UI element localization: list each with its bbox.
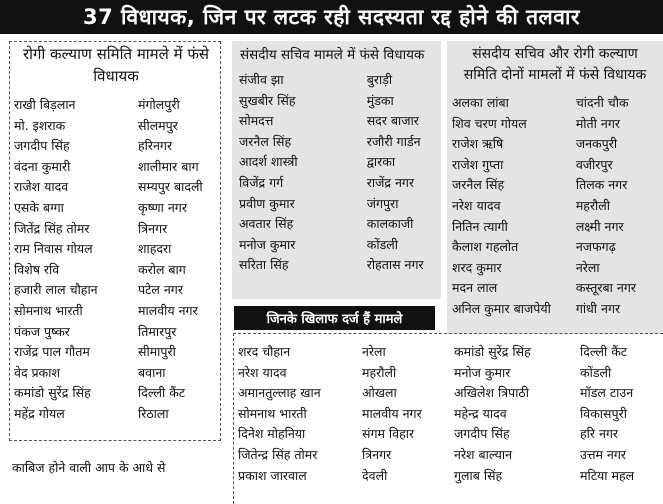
mla-name: सुखबीर सिंह <box>239 92 296 108</box>
constituency-name: सदर बाजार <box>366 113 419 129</box>
list-row <box>14 322 220 343</box>
constituency-name: बवाना <box>138 364 166 380</box>
mla-name: सरिता सिंह <box>239 257 289 273</box>
list-row <box>14 136 220 157</box>
list-row <box>239 70 441 91</box>
mla-name: राखी बिड़लान <box>14 97 76 112</box>
headline: 37 विधायक, जिन पर लटक रही सदस्यता रद्द होने की तलवार <box>0 0 663 34</box>
mla-name: नितिन त्यागी <box>452 218 508 234</box>
mla-name: मो. इशराक <box>14 117 66 133</box>
constituency-name: त्रिनगर <box>362 446 392 462</box>
mla-name: जितेन्द्र सिंह तोमर <box>238 446 318 462</box>
list-row <box>14 280 220 301</box>
list-row <box>14 198 220 219</box>
mla-name: वेद प्रकाश <box>14 364 61 380</box>
list-row <box>452 175 663 196</box>
mla-name: अवतार सिंह <box>239 216 294 232</box>
mla-name: मनोज कुमार <box>239 236 296 252</box>
constituency-name: उत्तम नगर <box>580 446 627 462</box>
list-row <box>452 114 663 135</box>
constituency-name: मोती नगर <box>575 115 620 131</box>
constituency-name: हरिनगर <box>138 138 173 154</box>
constituency-name: कृष्णा नगर <box>138 199 187 215</box>
rogi-kalyan-box <box>9 41 221 441</box>
list-row <box>452 278 663 299</box>
sansadiya-sachiv-heading: संसदीय सचिव मामले में फंसे विधायक <box>240 47 425 63</box>
constituency-name: मालवीय नगर <box>362 405 422 421</box>
mla-name: वंदना कुमारी <box>14 158 71 174</box>
mla-name: प्रवीण कुमार <box>239 195 295 211</box>
list-row <box>239 111 441 132</box>
mla-name: नरेश यादव <box>452 197 501 213</box>
constituency-name: बुराड़ी <box>366 72 393 87</box>
mla-name: प्रकाश जारवाल <box>238 467 307 483</box>
list-row <box>452 299 663 320</box>
mla-name: जरनैल सिंह <box>452 177 505 193</box>
rogi-kalyan-heading-line2: विधायक <box>93 67 139 85</box>
constituency-name: सीलमपुर <box>138 117 178 133</box>
constituency-name: जनकपुरी <box>575 136 618 152</box>
constituency-name: नरेला <box>362 344 386 359</box>
constituency-name: महरौली <box>575 197 611 213</box>
mla-name: विजेंद्र गर्ग <box>239 174 284 190</box>
list-row <box>238 466 663 487</box>
bottom-note: काबिज होने वाली आप के आधे से <box>12 460 166 475</box>
mla-name: सोमनाथ भारती <box>238 405 307 421</box>
mla-name: नरेश यादव <box>238 364 287 380</box>
mla-name: शरद चौहान <box>238 344 291 359</box>
mla-name: कमांडो सुरेंद्र सिंह <box>454 344 531 359</box>
constituency-name: मंगोलपुरी <box>138 97 180 112</box>
list-row <box>14 260 220 281</box>
list-row <box>452 134 663 155</box>
list-row <box>14 116 220 137</box>
constituency-name: संगम विहार <box>362 426 415 442</box>
list-row <box>14 363 220 384</box>
mla-name: अलका लांबा <box>452 95 509 110</box>
list-row <box>452 93 663 114</box>
mla-name: शरद कुमार <box>452 259 502 275</box>
cases-box <box>233 333 663 504</box>
mla-name: जितेंद्र सिंह तोमर <box>14 220 90 236</box>
mla-name: राजेंद्र पाल गौतम <box>14 344 90 360</box>
cases-heading: जिनके खिलाफ दर्ज हैं मामले <box>234 306 435 330</box>
mla-name: विशेष रवि <box>14 261 60 277</box>
constituency-name: ओखला <box>362 385 397 401</box>
constituency-name: सम्यपुर बादली <box>138 179 203 195</box>
constituency-name: करोल बाग <box>138 261 186 277</box>
constituency-name: दिल्ली कैंट <box>580 344 628 359</box>
list-row <box>14 95 220 116</box>
mla-name: कमांडो सुरेंद्र सिंह <box>14 385 91 401</box>
mla-name: मनोज कुमार <box>454 364 511 380</box>
mla-name: हजारी लाल चौहान <box>14 282 98 298</box>
list-row <box>14 301 220 322</box>
constituency-name: हरि नगर <box>580 426 619 442</box>
constituency-name: गांधी नगर <box>575 300 621 316</box>
sansadiya-sachiv-box <box>232 41 441 299</box>
both-cases-heading-line1: संसदीय सचिव और रोगी कल्याण <box>472 46 638 62</box>
mla-name: संजीव झा <box>239 72 284 87</box>
rogi-kalyan-list <box>12 95 220 425</box>
mla-name: अमानतुल्लाह खान <box>238 385 321 401</box>
both-cases-heading <box>447 41 663 86</box>
list-row <box>14 219 220 240</box>
constituency-name: कोंडली <box>366 236 398 252</box>
mla-name: दिनेश मोहनिया <box>238 426 306 442</box>
list-row <box>14 383 220 404</box>
list-row <box>452 258 663 279</box>
constituency-name: चांदनी चौक <box>575 95 629 110</box>
mla-name: राम निवास गोयल <box>14 241 93 257</box>
mla-name: राजेश ऋषि <box>452 136 504 152</box>
constituency-name: कस्तूरबा नगर <box>575 280 636 296</box>
constituency-name: तिलक नगर <box>575 177 628 193</box>
list-row <box>238 445 663 466</box>
mla-name: सोमदत्त <box>239 113 274 129</box>
both-cases-heading-line2: समिति दोनों मामलों में फंसे विधायक <box>463 67 647 83</box>
mla-name: जगदीप सिंह <box>14 138 70 154</box>
list-row <box>452 155 663 176</box>
mla-name: महेन्द्र यादव <box>454 405 507 421</box>
sansadiya-sachiv-list <box>232 70 441 276</box>
constituency-name: नजफगढ़ <box>575 239 616 255</box>
list-row <box>452 237 663 258</box>
constituency-name: पटेल नगर <box>138 282 183 298</box>
mla-name: सोमनाथ भारती <box>14 302 83 318</box>
constituency-name: शालीमार बाग <box>138 158 199 174</box>
list-row <box>239 132 441 153</box>
list-row <box>239 214 441 235</box>
constituency-name: जंगपुरा <box>366 195 399 211</box>
both-cases-list <box>447 93 663 320</box>
mla-name: कैलाश गहलोत <box>452 239 519 255</box>
list-row <box>14 157 220 178</box>
mla-name: एसके बग्गा <box>14 199 64 215</box>
list-row <box>239 194 441 215</box>
constituency-name: मटिया महल <box>580 467 635 483</box>
constituency-name: कालकाजी <box>366 216 414 232</box>
mla-name: जरनैल सिंह <box>239 133 292 149</box>
list-row <box>238 363 663 384</box>
list-row <box>239 173 441 194</box>
mla-name: राजेश गुप्ता <box>452 156 504 172</box>
mla-name: महेंद्र गोयल <box>14 405 65 421</box>
list-row <box>14 177 220 198</box>
mla-name: शिव चरण गोयल <box>452 115 527 131</box>
list-row <box>238 342 663 363</box>
constituency-name: तिमारपुर <box>138 323 177 339</box>
constituency-name: विकासपुरी <box>580 405 627 421</box>
constituency-name: सीमापुरी <box>138 344 176 360</box>
constituency-name: दिल्ली कैंट <box>138 385 186 401</box>
constituency-name: रोहतास नगर <box>366 257 424 273</box>
constituency-name: देवली <box>362 467 388 483</box>
mla-name: नरेश बाल्यान <box>454 446 513 462</box>
constituency-name: नरेला <box>575 259 600 275</box>
mla-name: आदर्श शास्त्री <box>239 154 298 170</box>
list-row <box>239 255 441 276</box>
constituency-name: मुंडका <box>366 92 394 108</box>
constituency-name: मॉडल टाउन <box>580 385 634 401</box>
constituency-name: द्वारका <box>366 154 396 170</box>
constituency-name: महरौली <box>362 364 397 380</box>
rogi-kalyan-heading <box>12 43 220 87</box>
list-row <box>14 239 220 260</box>
list-row <box>238 404 663 425</box>
constituency-name: लक्ष्मी नगर <box>575 218 624 234</box>
list-row <box>239 152 441 173</box>
constituency-name: रजौरी गार्डन <box>366 133 421 149</box>
mla-name: राजेश यादव <box>14 179 69 195</box>
constituency-name: कोंडली <box>580 364 612 380</box>
list-row <box>14 342 220 363</box>
list-row <box>238 424 663 445</box>
list-row <box>239 91 441 112</box>
constituency-name: शाहदरा <box>138 241 172 257</box>
constituency-name: रिठाला <box>138 405 169 421</box>
constituency-name: त्रिनगर <box>138 220 168 236</box>
rogi-kalyan-heading-line1: रोगी कल्याण समिति मामले में फंसे <box>22 45 210 63</box>
mla-name: जगदीप सिंह <box>454 426 510 442</box>
constituency-name: मालवीय नगर <box>138 302 198 318</box>
list-row <box>452 196 663 217</box>
mla-name: अखिलेश त्रिपाठी <box>454 385 529 401</box>
both-cases-box <box>447 41 663 334</box>
mla-name: गुलाब सिंह <box>454 467 503 483</box>
mla-name: पंकज पुष्कर <box>14 323 70 339</box>
list-row <box>14 404 220 425</box>
list-row <box>238 383 663 404</box>
constituency-name: वजीरपुर <box>575 156 613 172</box>
cases-list <box>234 342 663 486</box>
mla-name: मदन लाल <box>452 280 498 296</box>
constituency-name: राजेंद्र नगर <box>366 174 415 190</box>
mla-name: अनिल कुमार बाजपेयी <box>452 300 551 316</box>
list-row <box>239 235 441 256</box>
list-row <box>452 217 663 238</box>
